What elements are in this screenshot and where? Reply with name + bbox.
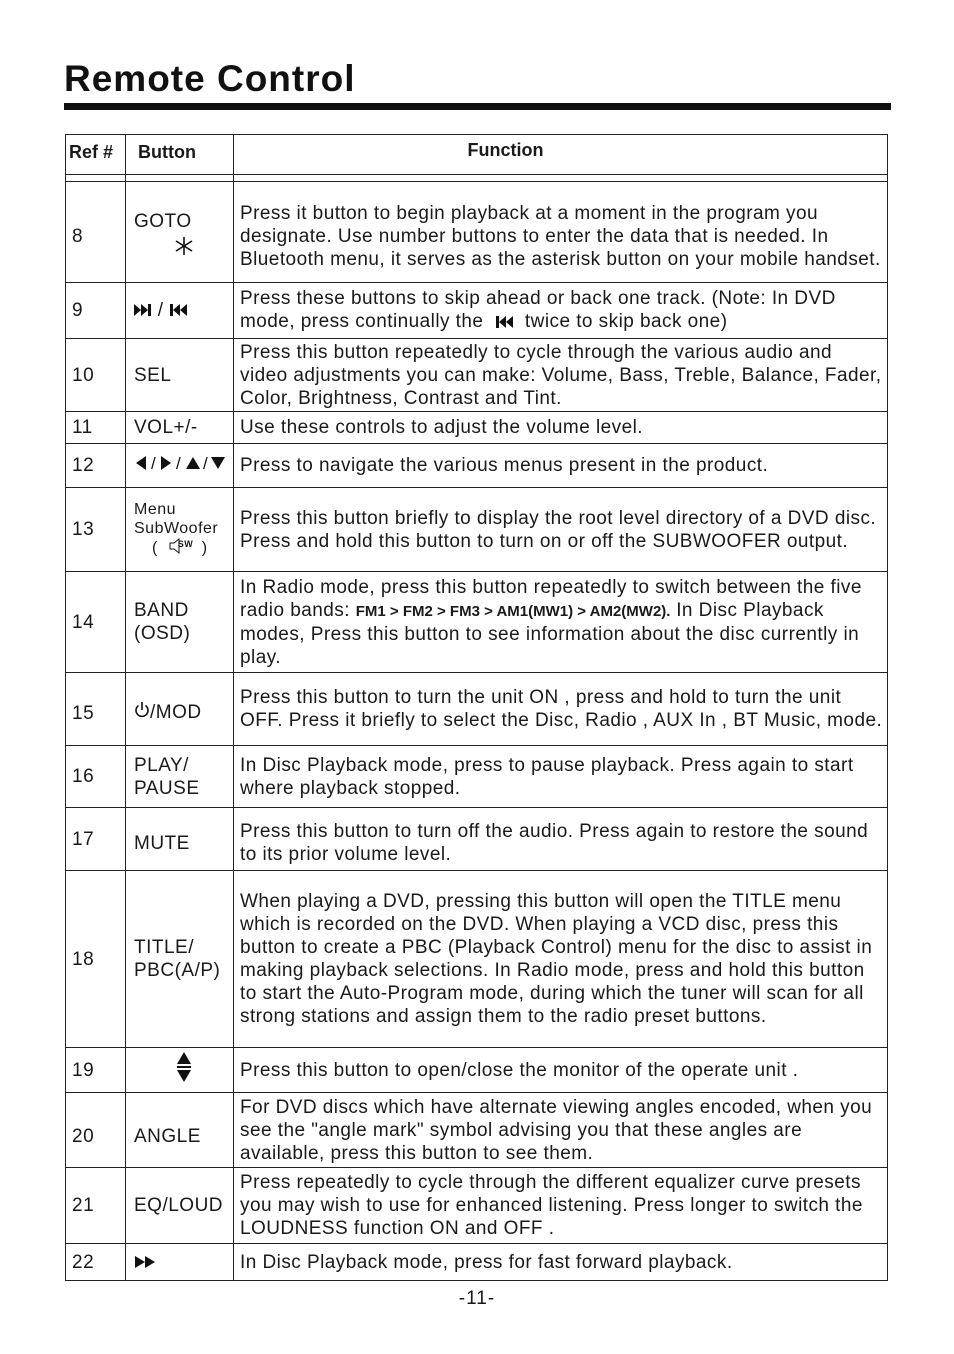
function-cell: Press repeatedly to cycle through the different equalizer curve presets you may wish to use for enhanced listening. Press longer to switch the LOUDNESS function ON and OFF . [234, 1168, 888, 1244]
function-cell: Press this button to turn the unit ON , press and hold to turn the unit OFF. Press it briefly to select the Disc, Radio , AUX In , BT Music, mode. [234, 673, 888, 746]
page-number: -11- [458, 1288, 496, 1309]
table-row [66, 1093, 888, 1168]
table-row [66, 283, 888, 339]
table-row [66, 444, 888, 488]
button-cell [126, 488, 234, 572]
ref-cell: 22 [66, 1244, 126, 1281]
table-row [66, 339, 888, 412]
function-cell: In Disc Playback mode, press for fast forward playback. [234, 1244, 888, 1281]
function-cell: Press to navigate the various menus present in the product. [234, 444, 888, 488]
header-function: Function [234, 135, 888, 175]
table-row [66, 1168, 888, 1244]
osd-label: (OSD) [134, 623, 191, 644]
function-cell: When playing a DVD, pressing this button will open the TITLE menu which is recorded on the DVD. When playing a VCD disc, press this button to create a PBC (Playback Control) menu for the disc to assist in making playback selections. In Radio mode, press and hold this button to start the Auto-Program mode, during which the tuner will scan for all strong stations and assign them to the radio preset buttons. [234, 871, 888, 1048]
button-cell: SEL [126, 339, 234, 412]
table-row [66, 182, 888, 283]
table-row [66, 673, 888, 746]
ref-cell: 9 [66, 283, 126, 339]
remote-control-table [65, 134, 888, 1281]
table-row [66, 572, 888, 673]
pbc-label: PBC(A/P) [134, 960, 221, 981]
play-label: PLAY/ [134, 754, 189, 776]
band-label: BAND [134, 600, 189, 621]
svg-text:/: / [151, 455, 157, 472]
button-cell [126, 1048, 234, 1093]
table-header-row [66, 135, 888, 175]
function-text-part1: In Radio mode, press this button repeatedly to switch between the five radio bands: [240, 576, 862, 621]
page-title: Remote Control [64, 58, 356, 99]
table-row [66, 412, 888, 444]
ref-cell: 8 [66, 182, 126, 283]
asterisk-icon [134, 235, 233, 263]
table-row [66, 808, 888, 871]
ref-cell: 16 [66, 746, 126, 808]
button-cell [126, 283, 234, 339]
svg-text:/: / [176, 455, 182, 472]
ref-cell: 20 [66, 1093, 126, 1168]
button-cell: EQ/LOUD [126, 1168, 234, 1244]
table-row [66, 1244, 888, 1281]
ref-cell: 21 [66, 1168, 126, 1244]
pause-label: PAUSE [134, 777, 200, 799]
skip-next-icon [134, 299, 152, 322]
button-cell: MUTE [126, 808, 234, 871]
function-cell: Press this button to turn off the audio. Press again to restore the sound to its prior volume level. [234, 808, 888, 871]
button-cell [126, 871, 234, 1048]
function-cell: Press this button briefly to display the root level directory of a DVD disc. Press and hold this button to turn on or off the SUBWOOFER output. [234, 488, 888, 572]
skip-prev-icon [169, 299, 187, 322]
radio-bands-text: FM1 > FM2 > FM3 > AM1(MW1) > AM2(MW2). [355, 602, 671, 620]
button-cell: ANGLE [126, 1093, 234, 1168]
ref-cell: 13 [66, 488, 126, 572]
subwoofer-icon-text: SW [177, 539, 194, 549]
button-cell [126, 182, 234, 283]
ref-cell: 17 [66, 808, 126, 871]
function-cell: Press this button to open/close the monitor of the operate unit . [234, 1048, 888, 1093]
function-cell: Press this button repeatedly to cycle through the various audio and video adjustments you can make: Volume, Bass, Treble, Balance, Fader, Color, Brightness, Contrast and Tint. [234, 339, 888, 412]
ref-cell: 14 [66, 572, 126, 673]
ref-cell: 11 [66, 412, 126, 444]
skip-prev-icon [495, 311, 513, 334]
table-row [66, 746, 888, 808]
subwoofer-label: SubWoofer [134, 520, 219, 537]
svg-text:/: / [203, 455, 209, 472]
title-label: TITLE/ [134, 937, 195, 958]
function-cell [234, 572, 888, 673]
function-text-part1: Press these buttons to skip ahead or back one track. (Note: In DVD mode, press continually the [240, 288, 836, 333]
skip-separator: / [157, 299, 164, 321]
title-underline [64, 103, 891, 110]
header-ref: Ref # [66, 135, 126, 175]
table-row [66, 488, 888, 572]
ref-cell: 19 [66, 1048, 126, 1093]
function-cell: Press it button to begin playback at a moment in the program you designate. Use number buttons to enter the data that is needed. In Bluetooth menu, it serves as the asterisk button on your mobile handset. [234, 182, 888, 283]
function-cell [234, 283, 888, 339]
function-cell: Use these controls to adjust the volume level. [234, 412, 888, 444]
power-icon [134, 701, 150, 725]
fast-forward-icon [134, 1251, 156, 1274]
arrow-keys-icon [134, 454, 226, 477]
table-row [66, 1048, 888, 1093]
goto-label: GOTO [134, 210, 192, 232]
button-cell: VOL+/- [126, 412, 234, 444]
table-row [66, 871, 888, 1048]
ref-cell: 10 [66, 339, 126, 412]
header-spacer-row [66, 175, 888, 182]
button-cell [126, 746, 234, 808]
button-cell [126, 572, 234, 673]
header-button: Button [126, 135, 234, 175]
function-text-part2: In Disc Playback modes, Press this button to see information about the disc currently in play. [240, 599, 860, 668]
button-cell [126, 444, 234, 488]
button-cell [126, 1244, 234, 1281]
menu-label: Menu [134, 501, 177, 518]
ref-cell: 12 [66, 444, 126, 488]
subwoofer-icon-group: ( SW ) [134, 538, 233, 559]
function-cell: For DVD discs which have alternate viewing angles encoded, when you see the "angle mark" symbol advising you that these angles are available, press this button to see them. [234, 1093, 888, 1168]
ref-cell: 15 [66, 673, 126, 746]
function-text-part2: twice to skip back one) [524, 311, 728, 333]
function-cell: In Disc Playback mode, press to pause playback. Press again to start where playback stopped. [234, 746, 888, 808]
mod-label: /MOD [150, 702, 202, 724]
open-close-icon [176, 1051, 192, 1089]
ref-cell: 18 [66, 871, 126, 1048]
button-cell [126, 673, 234, 746]
subwoofer-icon [169, 538, 194, 559]
